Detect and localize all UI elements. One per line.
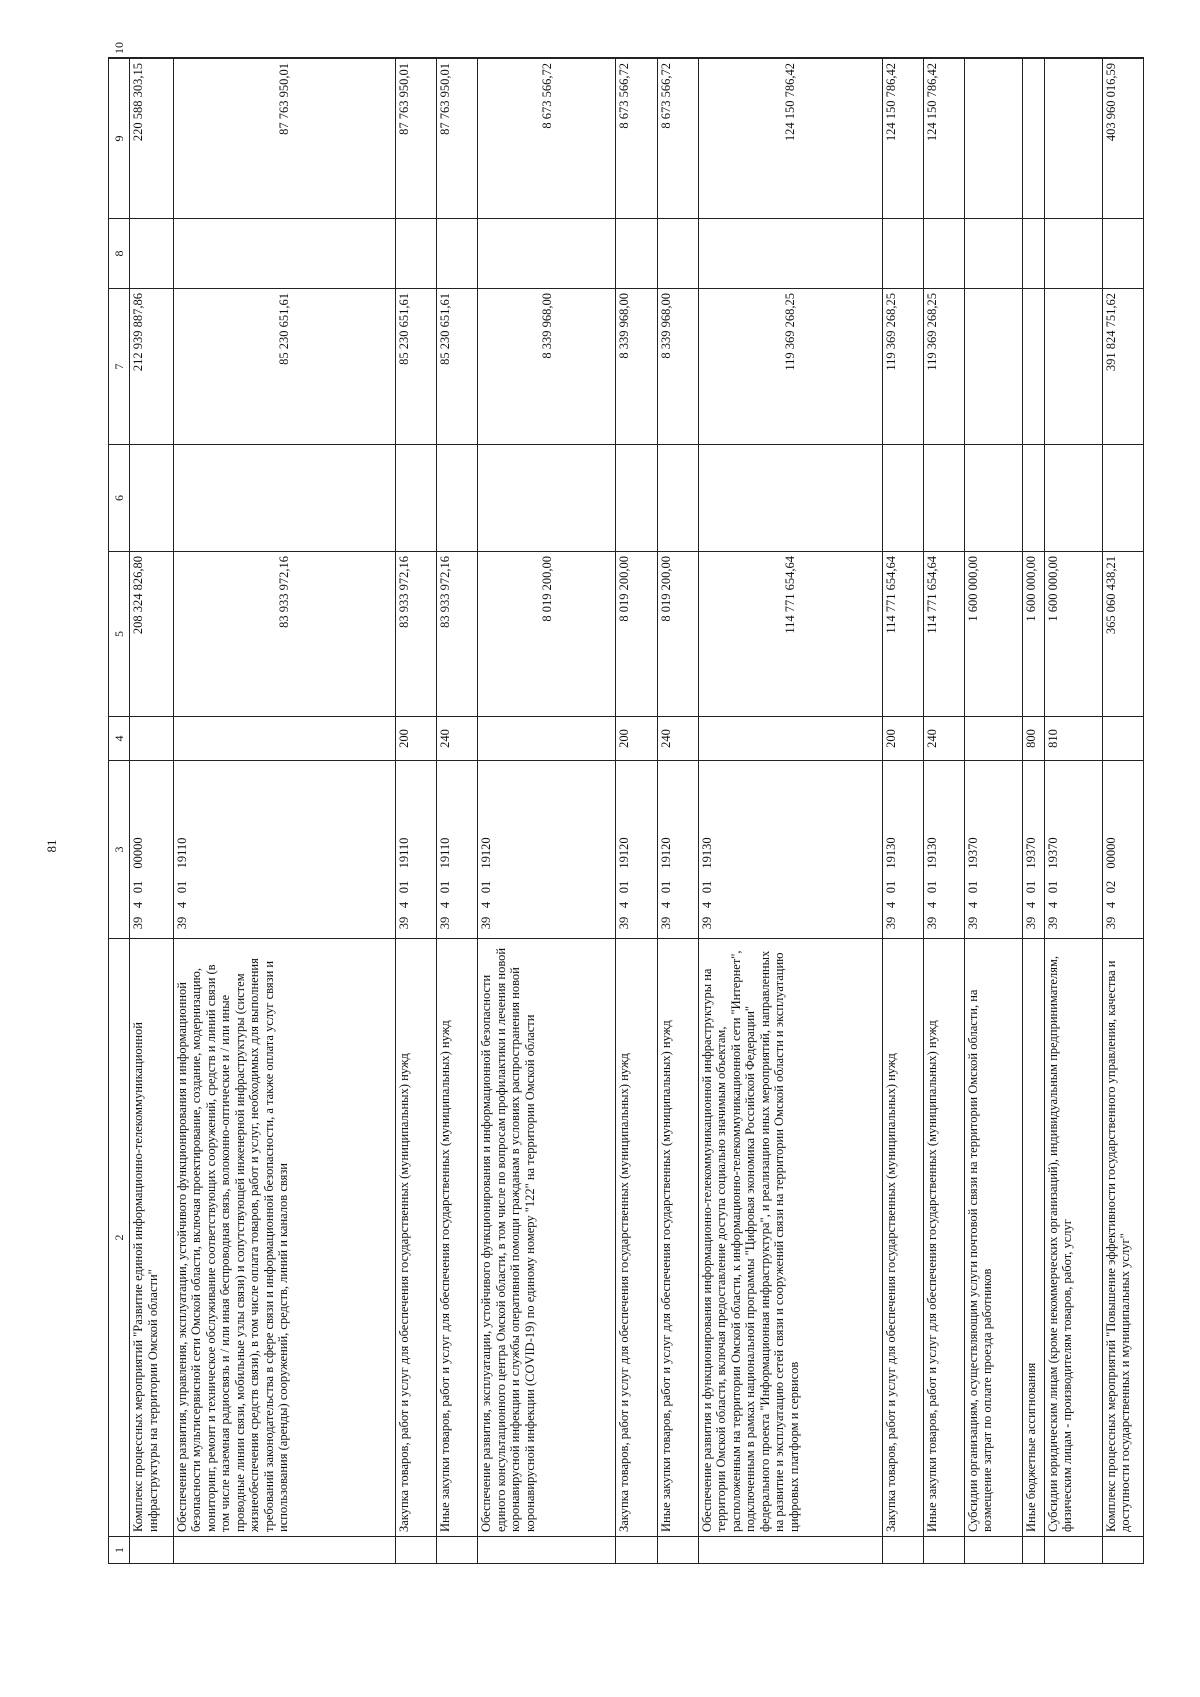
row-description: Комплекс процессных мероприятий "Повышение эффективности государственного управления, качества и доступности государственных и муниципальных услуг" — [1102, 939, 1143, 1537]
amount-c10 — [478, 58, 616, 59]
code-part: 4 — [883, 901, 898, 909]
code-part: 4 — [1023, 901, 1038, 909]
amount-c6 — [396, 445, 437, 552]
code-part: 00000 — [131, 837, 145, 869]
amount-c10 — [1102, 58, 1143, 59]
table-row — [173, 58, 396, 1564]
expense-type-code: 200 — [616, 717, 657, 761]
row-description: Закупка товаров, работ и услуг для обеспечения государственных (муниципальных) нужд — [616, 939, 657, 1537]
code-part: 4 — [131, 901, 145, 909]
row-marker-cell — [882, 1537, 923, 1564]
amount-c10 — [964, 58, 1022, 59]
page-number: 81 — [44, 839, 59, 853]
code-part: 01 — [965, 880, 980, 894]
code-part: 01 — [174, 880, 189, 894]
amount-c9 — [964, 59, 1022, 219]
code-part: 01 — [1045, 880, 1060, 894]
code-part: 39 — [699, 916, 714, 930]
row-description: Закупка товаров, работ и услуг для обеспечения государственных (муниципальных) нужд — [396, 939, 437, 1537]
code-part: 19130 — [699, 837, 714, 869]
table-row — [1044, 58, 1102, 1564]
table-row — [1102, 58, 1143, 1564]
table-row — [616, 58, 657, 1564]
amount-c5: 114 771 654,64 — [923, 552, 964, 717]
amount-c6 — [437, 445, 478, 552]
amount-c7: 391 824 751,62 — [1102, 289, 1143, 445]
amount-c8 — [1022, 219, 1044, 289]
code-part: 4 — [965, 901, 980, 909]
amount-c6 — [882, 445, 923, 552]
amount-c8 — [396, 219, 437, 289]
amount-c5: 8 019 200,00 — [478, 552, 616, 717]
amount-c10 — [698, 58, 882, 59]
classification-code — [657, 761, 698, 939]
amount-c9: 403 960 016,59 — [1102, 59, 1143, 219]
expense-type-code: 200 — [396, 717, 437, 761]
code-part: 39 — [1023, 916, 1038, 930]
amount-c6 — [130, 445, 174, 552]
code-part: 39 — [617, 916, 632, 930]
amount-c9 — [1022, 59, 1044, 219]
code-part: 19130 — [924, 837, 939, 869]
amount-c8 — [964, 219, 1022, 289]
table-row — [657, 58, 698, 1564]
code-part: 4 — [617, 901, 632, 909]
amount-c8 — [437, 219, 478, 289]
amount-c6 — [923, 445, 964, 552]
amount-c5: 114 771 654,64 — [882, 552, 923, 717]
amount-c5: 1 600 000,00 — [1022, 552, 1044, 717]
amount-c6 — [698, 445, 882, 552]
amount-c9 — [1044, 59, 1102, 219]
amount-c7 — [1022, 289, 1044, 445]
expense-type-code: 800 — [1022, 717, 1044, 761]
amount-c6 — [616, 445, 657, 552]
row-marker-cell — [173, 1537, 396, 1564]
row-description: Комплекс процессных мероприятий "Развитие единой информационно-телекоммуникационной инфраструктуры на территории Омской области" — [130, 939, 174, 1537]
amount-c5: 83 933 972,16 — [437, 552, 478, 717]
row-marker-cell — [698, 1537, 882, 1564]
code-part: 4 — [397, 901, 412, 909]
amount-c6 — [1102, 445, 1143, 552]
amount-c7: 85 230 651,61 — [173, 289, 396, 445]
code-part: 02 — [1103, 880, 1118, 894]
code-part: 39 — [479, 916, 494, 930]
row-marker-cell — [130, 1537, 174, 1564]
amount-c8 — [657, 219, 698, 289]
column-header: 7 — [109, 289, 130, 445]
code-part: 01 — [883, 880, 898, 894]
expense-type-code: 200 — [882, 717, 923, 761]
amount-c10 — [1044, 58, 1102, 59]
table-row — [964, 58, 1022, 1564]
classification-code — [882, 761, 923, 939]
expense-type-code — [173, 717, 396, 761]
amount-c6 — [1044, 445, 1102, 552]
amount-c5: 365 060 438,21 — [1102, 552, 1143, 717]
classification-code — [698, 761, 882, 939]
amount-c7: 212 939 887,86 — [130, 289, 174, 445]
classification-code — [1022, 761, 1044, 939]
expense-type-code: 810 — [1044, 717, 1102, 761]
code-part: 01 — [617, 880, 632, 894]
classification-code — [437, 761, 478, 939]
code-part: 19110 — [174, 837, 189, 869]
expense-type-code — [1102, 717, 1143, 761]
amount-c10 — [437, 58, 478, 59]
amount-c8 — [698, 219, 882, 289]
expense-type-code — [130, 717, 174, 761]
classification-code — [964, 761, 1022, 939]
table-body — [130, 58, 1144, 1564]
code-part: 4 — [658, 901, 673, 909]
code-part: 4 — [699, 901, 714, 909]
column-header: 4 — [109, 717, 130, 761]
amount-c8 — [923, 219, 964, 289]
column-number-row — [109, 58, 130, 1564]
classification-code — [1044, 761, 1102, 939]
amount-c7: 119 369 268,25 — [923, 289, 964, 445]
amount-c9: 124 150 786,42 — [698, 59, 882, 219]
amount-c5: 8 019 200,00 — [657, 552, 698, 717]
code-part: 01 — [131, 880, 145, 894]
row-marker-cell — [616, 1537, 657, 1564]
column-header: 3 — [109, 761, 130, 939]
amount-c10 — [616, 58, 657, 59]
amount-c8 — [1044, 219, 1102, 289]
code-part: 01 — [479, 880, 494, 894]
code-part: 19370 — [1045, 837, 1060, 869]
code-part: 4 — [1045, 901, 1060, 909]
amount-c10 — [173, 58, 396, 59]
amount-c9: 8 673 566,72 — [478, 59, 616, 219]
classification-code — [478, 761, 616, 939]
row-marker-cell — [478, 1537, 616, 1564]
row-marker-cell — [964, 1537, 1022, 1564]
column-header: 2 — [109, 939, 130, 1537]
row-marker-cell — [923, 1537, 964, 1564]
row-description: Обеспечение развития и функционирования информационно-телекоммуникационной инфраструктуры на территории Омской области, включая предоставление доступа социально значимым объектам, расположенным на территории Омской области, к информационно-телекоммуникационной сети "Интернет", подключенным в рамках национальной программы "Цифровая экономика Российской Федерации" федерального проекта "Информационная инфраструктура", и реализацию иных мероприятий, направленных на развитие и эксплуатацию сетей связи и сооружений связи на территории Омской области и эксплуатацию цифровых платформ и сервисов — [698, 939, 882, 1537]
amount-c7: 85 230 651,61 — [437, 289, 478, 445]
column-header: 1 — [109, 1537, 130, 1564]
code-part: 4 — [479, 901, 494, 909]
code-part: 39 — [658, 916, 673, 930]
code-part: 19110 — [397, 837, 412, 869]
classification-code — [923, 761, 964, 939]
row-description: Субсидии организациям, осуществляющим услуги почтовой связи на территории Омской области, на возмещение затрат по оплате проезда работников — [964, 939, 1022, 1537]
amount-c9: 87 763 950,01 — [437, 59, 478, 219]
row-marker-cell — [657, 1537, 698, 1564]
amount-c9: 220 588 303,15 — [130, 59, 174, 219]
code-part: 39 — [1103, 916, 1118, 930]
amount-c8 — [616, 219, 657, 289]
amount-c9: 87 763 950,01 — [173, 59, 396, 219]
code-part: 00000 — [1103, 837, 1118, 869]
expense-type-code: 240 — [657, 717, 698, 761]
row-description: Иные закупки товаров, работ и услуг для обеспечения государственных (муниципальных) нужд — [923, 939, 964, 1537]
classification-code — [1102, 761, 1143, 939]
code-part: 19120 — [617, 837, 632, 869]
code-part: 39 — [924, 916, 939, 930]
code-part: 01 — [924, 880, 939, 894]
code-part: 39 — [965, 916, 980, 930]
amount-c7: 119 369 268,25 — [882, 289, 923, 445]
amount-c7 — [964, 289, 1022, 445]
amount-c6 — [657, 445, 698, 552]
row-description: Иные бюджетные ассигнования — [1022, 939, 1044, 1537]
table-row — [130, 58, 174, 1564]
amount-c10 — [396, 58, 437, 59]
amount-c8 — [478, 219, 616, 289]
amount-c5: 8 019 200,00 — [616, 552, 657, 717]
row-marker-cell — [437, 1537, 478, 1564]
column-header: 9 — [109, 59, 130, 219]
table-row — [1022, 58, 1044, 1564]
code-part: 19120 — [658, 837, 673, 869]
code-part: 01 — [1023, 880, 1038, 894]
expense-type-code — [698, 717, 882, 761]
code-part: 01 — [658, 880, 673, 894]
amount-c7 — [1044, 289, 1102, 445]
amount-c8 — [173, 219, 396, 289]
expense-type-code — [478, 717, 616, 761]
amount-c10 — [882, 58, 923, 59]
amount-c7: 8 339 968,00 — [657, 289, 698, 445]
amount-c8 — [882, 219, 923, 289]
amount-c10 — [923, 58, 964, 59]
row-description: Закупка товаров, работ и услуг для обеспечения государственных (муниципальных) нужд — [882, 939, 923, 1537]
code-part: 39 — [1045, 916, 1060, 930]
amount-c10 — [130, 58, 174, 59]
expense-type-code: 240 — [437, 717, 478, 761]
expense-type-code — [964, 717, 1022, 761]
amount-c5: 83 933 972,16 — [396, 552, 437, 717]
code-part: 39 — [131, 916, 145, 930]
row-description: Иные закупки товаров, работ и услуг для обеспечения государственных (муниципальных) нужд — [657, 939, 698, 1537]
budget-table — [108, 42, 1144, 1564]
code-part: 19370 — [965, 837, 980, 869]
amount-c5: 114 771 654,64 — [698, 552, 882, 717]
table-row — [396, 58, 437, 1564]
code-part: 4 — [924, 901, 939, 909]
amount-c9: 87 763 950,01 — [396, 59, 437, 219]
code-part: 01 — [438, 880, 453, 894]
row-description: Обеспечение развития, управления, эксплуатации, устойчивого функционирования и информационной безопасности мультисервисной сети Омской области, включая проектирование, создание, модернизацию, мониторинг, ремонт и техническое обслуживание соответствующих сооружений, средств и линий связи (в том числе наземная радиосвязь и / или иная беспроводная связь, волоконно-оптические и / или иные проводные линии связи, мобильные узлы связи) и сопутствующей инженерной инфраструктуры (систем жизнеобеспечения средств связи), в том числе оплата товаров, работ и услуг, необходимых для выполнения требований законодательства в сфере связи и информационной безопасности, а также оплата услуг связи и использования (аренды) сооружений, средств, линий и каналов связи — [173, 939, 396, 1537]
amount-c5: 83 933 972,16 — [173, 552, 396, 717]
amount-c7: 85 230 651,61 — [396, 289, 437, 445]
column-header: 8 — [109, 219, 130, 289]
code-part: 39 — [174, 916, 189, 930]
amount-c8 — [1102, 219, 1143, 289]
amount-c9: 8 673 566,72 — [616, 59, 657, 219]
table-row — [698, 58, 882, 1564]
row-marker-cell — [1044, 1537, 1102, 1564]
amount-c8 — [130, 219, 174, 289]
classification-code — [130, 761, 174, 939]
rotated-table-sheet — [108, 42, 1144, 1564]
code-part: 01 — [699, 880, 714, 894]
row-description: Субсидии юридическим лицам (кроме некоммерческих организаций), индивидуальным предпринимателям, физическим лицам - производителям товаров, работ, услуг — [1044, 939, 1102, 1537]
classification-code — [396, 761, 437, 939]
table-row — [478, 58, 616, 1564]
code-part: 4 — [438, 901, 453, 909]
code-part: 19110 — [438, 837, 453, 869]
column-header: 5 — [109, 552, 130, 717]
amount-c9: 124 150 786,42 — [882, 59, 923, 219]
amount-c7: 119 369 268,25 — [698, 289, 882, 445]
code-part: 39 — [397, 916, 412, 930]
classification-code — [616, 761, 657, 939]
amount-c5: 1 600 000,00 — [964, 552, 1022, 717]
amount-c10 — [657, 58, 698, 59]
row-marker-cell — [396, 1537, 437, 1564]
amount-c6 — [478, 445, 616, 552]
column-header: 10 — [109, 58, 130, 59]
amount-c9: 8 673 566,72 — [657, 59, 698, 219]
amount-c5: 1 600 000,00 — [1044, 552, 1102, 717]
code-part: 01 — [397, 880, 412, 894]
amount-c7: 8 339 968,00 — [478, 289, 616, 445]
row-marker-cell — [1022, 1537, 1044, 1564]
amount-c9: 124 150 786,42 — [923, 59, 964, 219]
table-row — [923, 58, 964, 1564]
amount-c6 — [173, 445, 396, 552]
column-header: 6 — [109, 445, 130, 552]
row-description: Обеспечение развития, эксплуатации, устойчивого функционирования и информационной безопасности единого консультационного центра Омской области, в том числе по вопросам профилактики и лечения новой коронавирусной инфекции и службы оперативной помощи гражданам в условиях распространения новой коронавирусной инфекции (COVID-19) по единому номеру "122" на территории Омской области — [478, 939, 616, 1537]
code-part: 4 — [1103, 901, 1118, 909]
code-part: 4 — [174, 901, 189, 909]
amount-c10 — [1022, 58, 1044, 59]
row-marker-cell — [1102, 1537, 1143, 1564]
classification-code — [173, 761, 396, 939]
code-part: 19120 — [479, 837, 494, 869]
row-description: Иные закупки товаров, работ и услуг для обеспечения государственных (муниципальных) нужд — [437, 939, 478, 1537]
expense-type-code: 240 — [923, 717, 964, 761]
amount-c7: 8 339 968,00 — [616, 289, 657, 445]
code-part: 19370 — [1023, 837, 1038, 869]
amount-c5: 208 324 826,80 — [130, 552, 174, 717]
code-part: 19130 — [883, 837, 898, 869]
code-part: 39 — [883, 916, 898, 930]
amount-c6 — [1022, 445, 1044, 552]
amount-c6 — [964, 445, 1022, 552]
table-row — [882, 58, 923, 1564]
table-row — [437, 58, 478, 1564]
code-part: 39 — [438, 916, 453, 930]
